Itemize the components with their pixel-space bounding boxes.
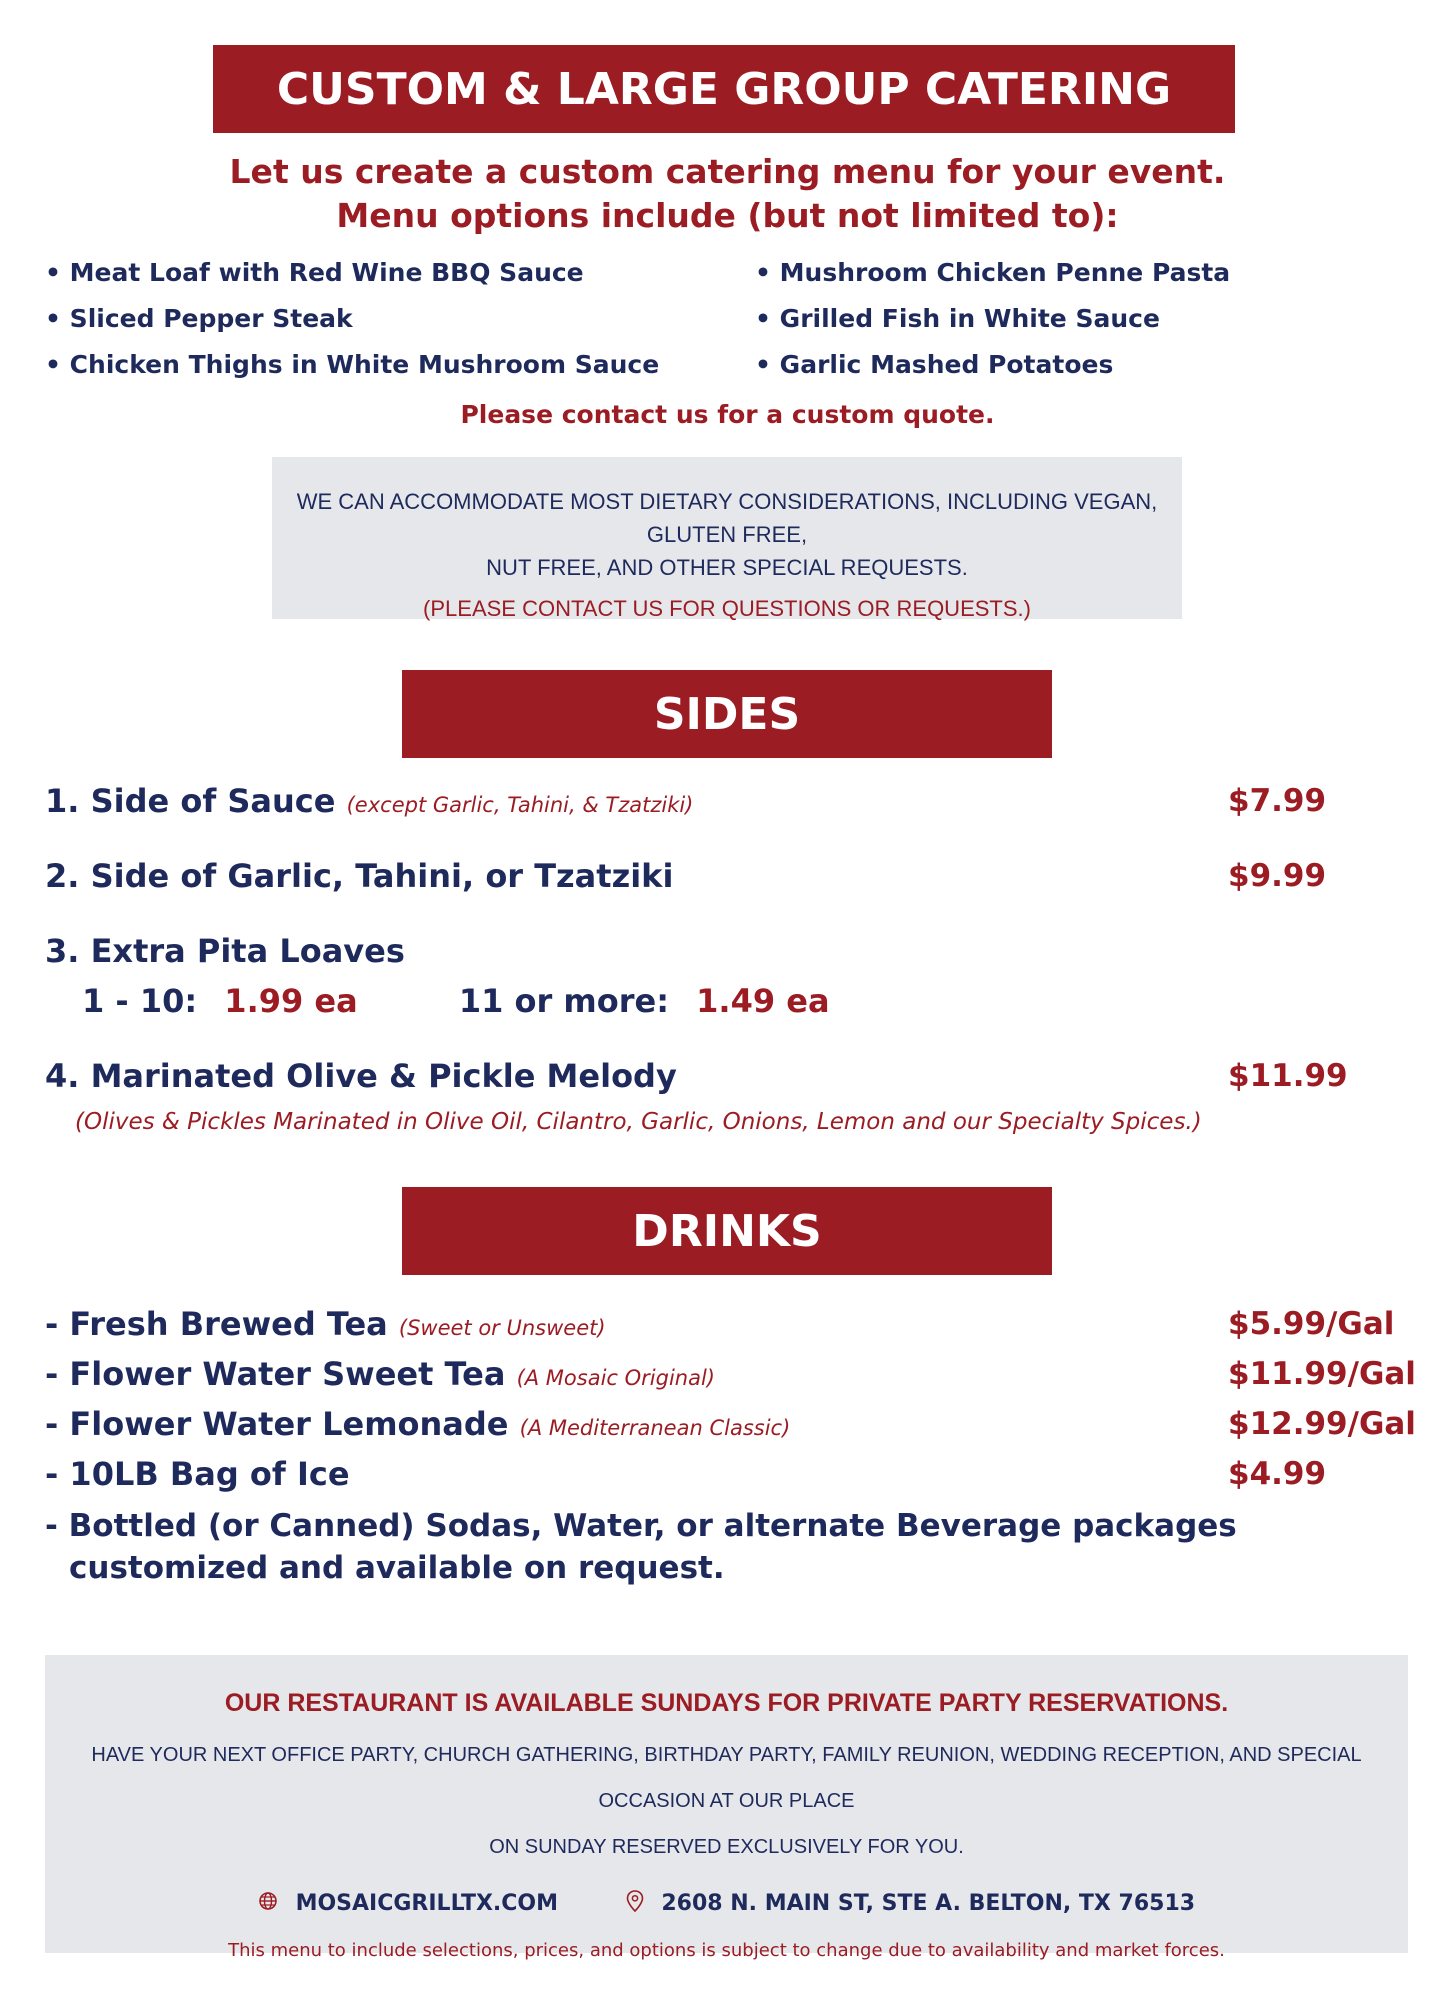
address-info	[626, 1891, 1195, 1916]
website-link[interactable]	[258, 1891, 566, 1916]
catering-title-banner	[213, 45, 1235, 133]
side-item-1-price: $7.99	[1228, 783, 1327, 819]
drink-item-3-name: - Flower Water Lemonade	[45, 1405, 509, 1443]
drink-item-5-line-2: customized and available on request.	[69, 1550, 725, 1586]
pita-price-2: 1.49 ea	[696, 982, 830, 1020]
side-item-3-name: 3. Extra Pita Loaves	[45, 932, 405, 970]
side-item-4-price: $11.99	[1228, 1058, 1348, 1094]
map-pin-icon	[626, 1890, 644, 1918]
option-item: • Garlic Mashed Potatoes	[755, 350, 1114, 379]
side-item-1-note: (except Garlic, Tahini, & Tzatziki)	[346, 793, 694, 817]
option-item: • Sliced Pepper Steak	[45, 304, 353, 333]
drink-item-2-name: - Flower Water Sweet Tea	[45, 1355, 506, 1393]
side-item-3	[45, 932, 405, 970]
side-item-4	[45, 1057, 677, 1095]
drinks-banner	[402, 1187, 1052, 1275]
footer-contact-row	[45, 1890, 1408, 1918]
side-item-4-note: (Olives & Pickles Marinated in Olive Oil, Cilantro, Garlic, Onions, Lemon and our Specialty Spices.)	[75, 1109, 1202, 1135]
address-text: 2608 N. MAIN ST, STE A. BELTON, TX 76513	[661, 1891, 1196, 1916]
drink-item-4-price: $4.99	[1228, 1456, 1327, 1492]
globe-icon	[258, 1891, 278, 1917]
drink-item-3	[45, 1405, 790, 1443]
website-text: MOSAICGRILLTX.COM	[295, 1891, 559, 1916]
options-left-list	[45, 258, 659, 396]
option-item: • Chicken Thighs in White Mushroom Sauce	[45, 350, 660, 379]
pita-price-1: 1.99 ea	[224, 982, 358, 1020]
pita-range-1: 1 - 10:	[82, 982, 198, 1020]
drink-item-4	[45, 1455, 350, 1493]
side-item-4-name: 4. Marinated Olive & Pickle Melody	[45, 1057, 677, 1095]
drink-item-4-name: - 10LB Bag of Ice	[45, 1455, 350, 1493]
sides-banner	[402, 670, 1052, 758]
side-item-2-price: $9.99	[1228, 858, 1327, 894]
dietary-panel	[272, 457, 1182, 619]
drink-item-2	[45, 1355, 715, 1393]
drink-item-3-price: $12.99/Gal	[1228, 1406, 1416, 1442]
options-right-list	[755, 258, 1230, 396]
footer-disclaimer: This menu to include selections, prices, and options is subject to change due to availability and market forces.	[228, 1940, 1225, 1961]
drink-item-2-price: $11.99/Gal	[1228, 1356, 1416, 1392]
intro-line-1: Let us create a custom catering menu for your event.	[229, 152, 1226, 191]
intro-line-2: Menu options include (but not limited to):	[336, 196, 1119, 235]
side-item-1	[45, 782, 693, 820]
dietary-line-2: NUT FREE, AND OTHER SPECIAL REQUESTS.	[486, 555, 968, 580]
side-item-3-pricing	[82, 982, 830, 1020]
drink-item-5	[45, 1505, 1237, 1589]
option-item: • Meat Loaf with Red Wine BBQ Sauce	[45, 258, 584, 287]
drink-item-3-note: (A Mediterranean Classic)	[519, 1416, 791, 1440]
footer-body-line-1: HAVE YOUR NEXT OFFICE PARTY, CHURCH GATHERING, BIRTHDAY PARTY, FAMILY REUNION, WEDDING RECEPTION, AND SPECIAL OCCASION AT OUR PLACE	[91, 1744, 1362, 1812]
custom-quote-text: Please contact us for a custom quote.	[460, 400, 995, 429]
side-item-2	[45, 857, 673, 895]
footer-body	[45, 1732, 1408, 1870]
pita-range-2: 11 or more:	[458, 982, 670, 1020]
option-item: • Grilled Fish in White Sauce	[755, 304, 1160, 333]
footer-headline: OUR RESTAURANT IS AVAILABLE SUNDAYS FOR PRIVATE PARTY RESERVATIONS.	[224, 1689, 1229, 1717]
catering-title: CUSTOM & LARGE GROUP CATERING	[276, 63, 1172, 115]
side-item-1-name: 1. Side of Sauce	[45, 782, 336, 820]
drink-item-1-note: (Sweet or Unsweet)	[398, 1316, 606, 1340]
footer-panel	[45, 1655, 1408, 1961]
dietary-line-3: (PLEASE CONTACT US FOR QUESTIONS OR REQUESTS.)	[423, 596, 1031, 621]
footer-body-line-2: ON SUNDAY RESERVED EXCLUSIVELY FOR YOU.	[489, 1836, 964, 1858]
drink-item-5-line-1: - Bottled (or Canned) Sodas, Water, or alternate Beverage packages	[45, 1508, 1237, 1544]
sides-title: SIDES	[653, 688, 801, 740]
drink-item-1-price: $5.99/Gal	[1228, 1306, 1395, 1342]
drink-item-1-name: - Fresh Brewed Tea	[45, 1305, 388, 1343]
dietary-line-1: WE CAN ACCOMMODATE MOST DIETARY CONSIDERATIONS, INCLUDING VEGAN, GLUTEN FREE,	[296, 489, 1158, 547]
drink-item-1	[45, 1305, 606, 1343]
intro-text	[0, 150, 1455, 238]
option-item: • Mushroom Chicken Penne Pasta	[755, 258, 1231, 287]
drinks-title: DRINKS	[632, 1205, 822, 1257]
drink-item-2-note: (A Mosaic Original)	[516, 1366, 715, 1390]
custom-quote-note	[0, 400, 1455, 429]
side-item-2-name: 2. Side of Garlic, Tahini, or Tzatziki	[45, 857, 674, 895]
